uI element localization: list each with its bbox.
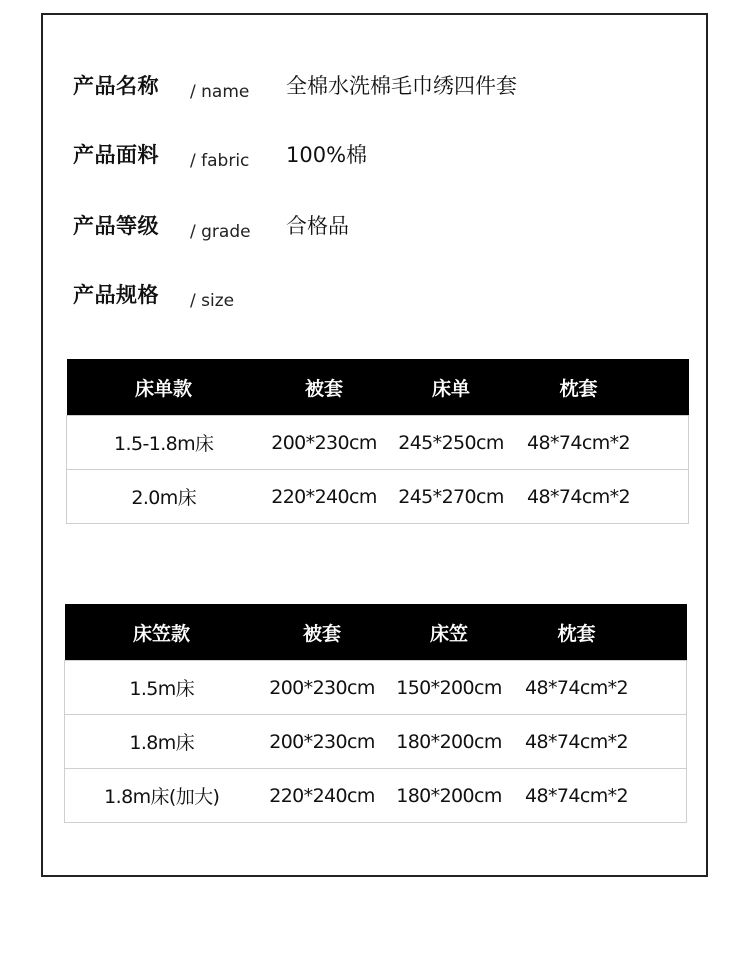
table-cell-spacer [641, 661, 687, 715]
table-cell-spacer [643, 470, 689, 524]
sheet-size-table [66, 359, 689, 524]
spec-row-size [73, 279, 286, 319]
table-cell: 200*230cm [259, 715, 386, 769]
spec-sublabel: / fabric [190, 151, 250, 171]
table-cell-spacer [641, 769, 687, 823]
table-header-row [67, 359, 689, 416]
column-header: 床笠 [386, 604, 513, 661]
table-row [65, 769, 687, 823]
table-cell: 48*74cm*2 [515, 470, 643, 524]
spec-sublabel: / name [190, 82, 250, 102]
spec-sublabel: / size [190, 291, 235, 311]
table-cell: 48*74cm*2 [513, 715, 641, 769]
column-header: 床单 [388, 359, 515, 416]
table-cell: 1.8m床(加大) [65, 769, 259, 823]
table-cell: 200*230cm [261, 416, 388, 470]
spec-row-name [73, 70, 517, 110]
table-cell: 245*270cm [388, 470, 515, 524]
table-cell: 220*240cm [261, 470, 388, 524]
spec-label: 产品面料 [73, 143, 159, 167]
spec-label: 产品名称 [73, 74, 159, 98]
column-header: 床笠款 [65, 604, 259, 661]
column-header: 被套 [259, 604, 386, 661]
table-cell: 1.5-1.8m床 [67, 416, 261, 470]
table-cell-spacer [643, 416, 689, 470]
spec-label: 产品等级 [73, 214, 159, 238]
table-row [67, 416, 689, 470]
column-header: 床单款 [67, 359, 261, 416]
table-cell: 1.5m床 [65, 661, 259, 715]
spec-row-grade [73, 210, 349, 250]
spec-row-fabric [73, 139, 367, 179]
spec-value: 100%棉 [286, 143, 368, 167]
fitted-sheet-size-table [64, 604, 687, 823]
table-header-row [65, 604, 687, 661]
table-cell: 180*200cm [386, 715, 513, 769]
spec-value: 合格品 [286, 214, 349, 238]
table-cell: 48*74cm*2 [515, 416, 643, 470]
spec-value: 全棉水洗棉毛巾绣四件套 [286, 74, 517, 98]
table-row [65, 661, 687, 715]
column-header: 枕套 [515, 359, 643, 416]
column-header: 被套 [261, 359, 388, 416]
table-cell: 48*74cm*2 [513, 661, 641, 715]
table-cell: 1.8m床 [65, 715, 259, 769]
spec-label: 产品规格 [73, 283, 159, 307]
table-cell: 220*240cm [259, 769, 386, 823]
table-cell: 2.0m床 [67, 470, 261, 524]
table-cell: 200*230cm [259, 661, 386, 715]
table-row [65, 715, 687, 769]
table-cell-spacer [641, 715, 687, 769]
column-header: 枕套 [513, 604, 641, 661]
header-spacer [641, 604, 687, 661]
table-cell: 245*250cm [388, 416, 515, 470]
table-row [67, 470, 689, 524]
spec-sublabel: / grade [190, 222, 251, 242]
table-cell: 150*200cm [386, 661, 513, 715]
table-cell: 180*200cm [386, 769, 513, 823]
table-cell: 48*74cm*2 [513, 769, 641, 823]
header-spacer [643, 359, 689, 416]
